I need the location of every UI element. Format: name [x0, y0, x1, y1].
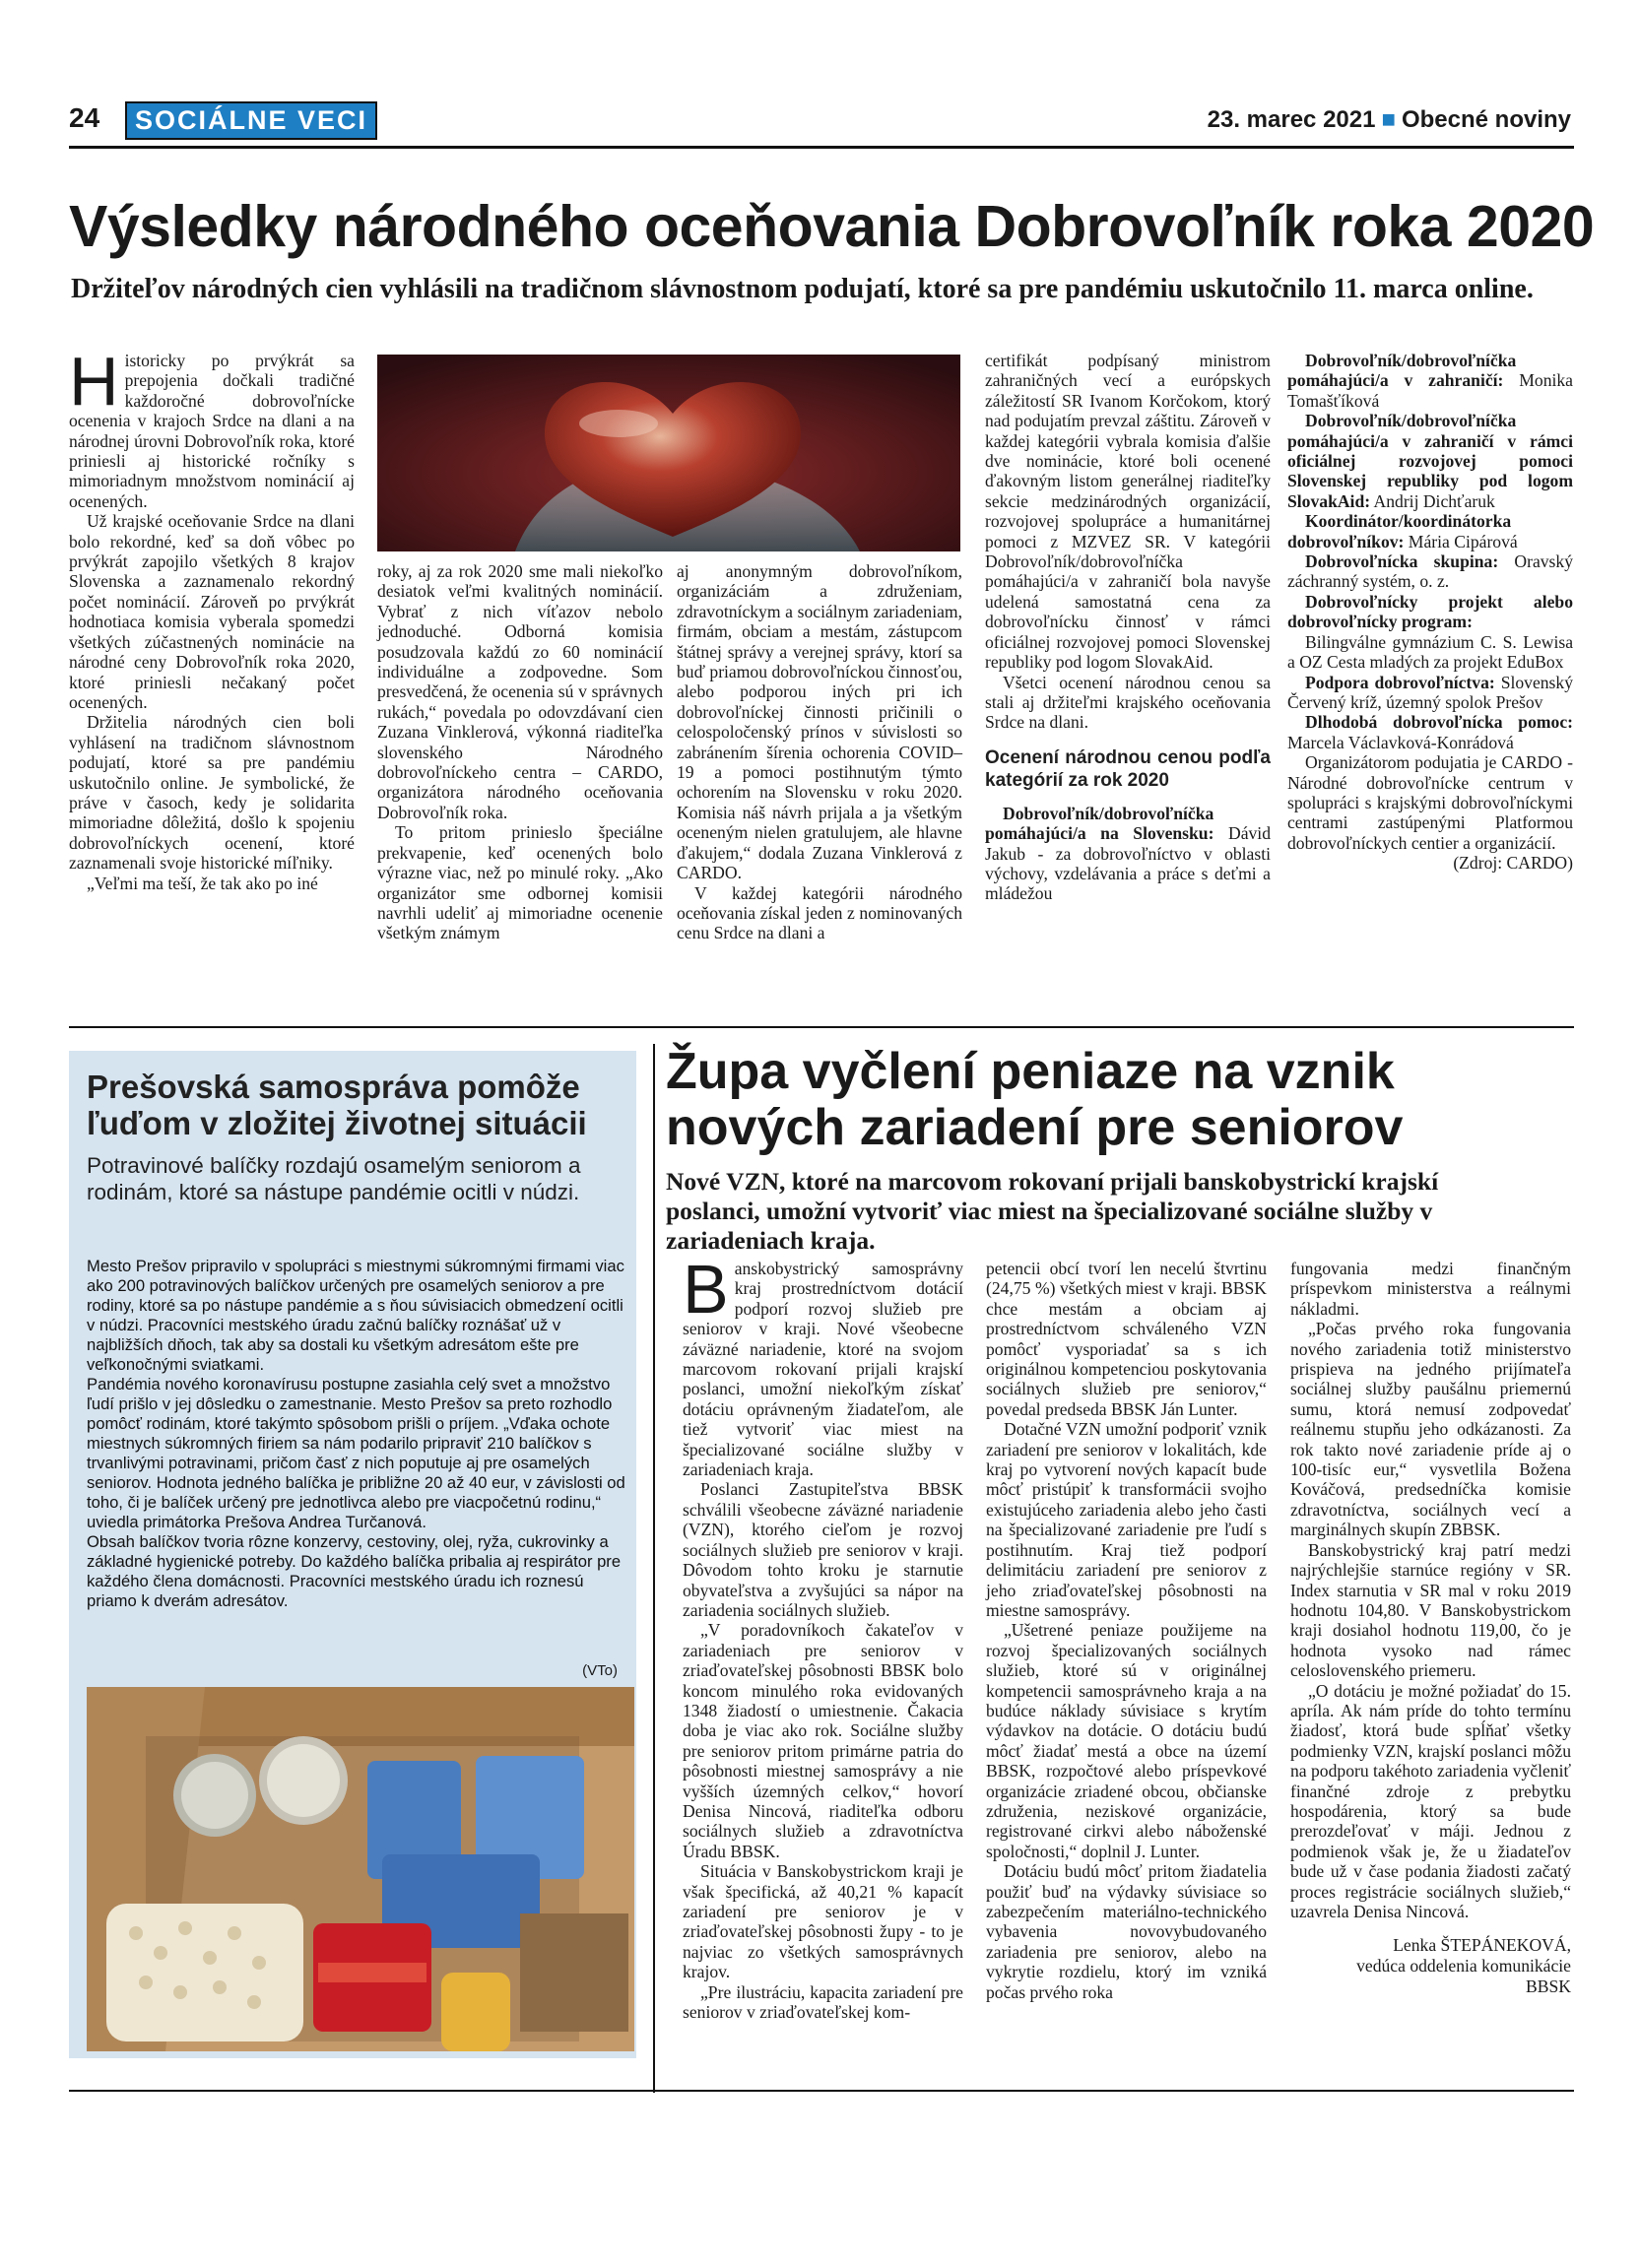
paragraph: Dotáciu budú môcť pritom žiadatelia použiť buď na výdavky súvisiace so zabezpečením materiálno-technického vybavenia novovybudovaného zariadenia pre seniorov, alebo na vykrytie rozdielu, ktorý im vzniká počas prvého roka	[986, 1861, 1267, 2002]
page-number: 24	[69, 102, 100, 133]
award-winner: Slovenský Červený kríž, územný spolok Prešov	[1287, 672, 1574, 712]
article1-col4	[985, 351, 1271, 904]
article2-body	[87, 1257, 628, 1611]
paragraph: „Počas prvého roka fungovania nového zariadenia totiž ministerstvo prispieva na jedného prijímateľa sociálnej služby paušálnu priemernú sumu, ktorá nemusí zodpovedať reálnemu stupňu jeho odkázanosti. Za rok takto nové zariadenie príde aj o 100-tisíc eur,“ vysvetlila Božena Kováčová, predsedníčka komisie zdravotníctva, sociálnych vecí a marginálnych skupín ZBBSK.	[1290, 1319, 1571, 1540]
article3-col3	[1290, 1259, 1571, 1997]
award-winner: Oravský záchranný systém, o. z.	[1287, 551, 1573, 592]
column-divider	[653, 1044, 655, 2093]
publication-name: Obecné noviny	[1401, 106, 1571, 133]
awards-subheading: Ocenení národnou cenou podľa kategórií za rok 2020	[985, 746, 1271, 791]
paragraph: Obsah balíčkov tvoria rôzne konzervy, cestoviny, olej, ryža, cukrovinky a základné hygienické potreby. Do každého balíčka pribalia aj respirátor pre každého člena domácnosti. Pracovníci mestského úradu ich roznesú priamo k dverám adresátov.	[87, 1532, 622, 1610]
paragraph: V každej kategórii národného oceňovania získal jeden z nominovaných cenu Srdce na dlani a	[677, 882, 962, 943]
article1-col5	[1287, 351, 1573, 874]
section-label: SOCIÁLNE VECI	[125, 101, 377, 140]
award-winner: Monika Tomašťíková	[1287, 370, 1573, 411]
award-winner: Bilingválne gymnázium C. S. Lewisa a OZ Cesta mladých za projekt EduBox	[1287, 631, 1573, 673]
paragraph: certifikát podpísaný ministrom zahraničných vecí a európskych záležitostí SR Ivanom Korčokom, ktorý nad podujatím prevzal záštitu. Zároveň v každej kategórii vybrala komisia ďalšie dve nominácie, ktoré boli ocenené ďakovným listom generálnej riaditeľky sekcie medzinárodných organizácií, rozvojovej spolupráce a humanitárnej pomoci z MZVEZ SR. V kategórii Dobrovoľník/dobrovoľníčka pomáhajúci/a v zahraničí bola navyše udelená samostatná cena za dobrovoľnícku činnosť v rámci oficiálnej rozvojovej pomoci Slovenskej republiky pod logom SlovakAid.	[985, 351, 1271, 673]
award-entry	[985, 804, 1271, 904]
award-entry	[1287, 632, 1573, 673]
paragraph: fungovania medzi finančným príspevkom ministerstva a reálnymi nákladmi.	[1290, 1259, 1571, 1319]
paragraph: Držitelia národných cien boli vyhlásení na tradičnom slávnostnom podujatí, ktoré sa pre pandémiu uskutočnilo online. Je symbolické, že práve v časoch, kedy je solidarita mimoriadne dôležitá, došlo k spojeniu dobrovoľníckych ocenení, ktoré zaznamenali svoje historické míľniky.	[69, 712, 355, 874]
paragraph: anskobystrický samosprávny kraj prostredníctvom dotácií podporí rozvoj služieb pre seniorov v kraji. Nové všeobecne záväzné nariadenie, ktoré na svojom marcovom rokovaní prijali krajskí poslanci, umožní niekoľkým získať dotáciu oprávneným žiadateľom, ale tiež vytvoriť viac miest na špecializované sociálne služby v zariadeniach kraja.	[683, 1259, 963, 1480]
paragraph: aj anonymným dobrovoľníkom, organizáciám a združeniam, zdravotníckym a sociálnym zariadeniam, firmám, obciam a mestám, zástupcom štátnej správy a verejnej správy, ktorí sa buď priamou dobrovoľníckou činnosťou, alebo podporou iných pri ich dobrovoľníckej činnosti pričinili o celospoločenský prínos v súvislosti so zabránením šírenia ochorenia COVID–19 a pomoci postihnutým týmto ochorením na Slovensku v roku 2020. Komisia náš návrh prijala a ja všetkým oceneným nielen gratulujem, ale hlavne ďakujem,“ dodala Zuzana Vinklerová z CARDO.	[677, 561, 962, 883]
paragraph: „V poradovníkoch čakateľov v zariadeniach pre seniorov v zriaďovateľskej pôsobnosti BBSK bolo koncom minulého roka evidovaných 1348 žiadostí o umiestnenie. Čakacia doba je viac ako rok. Sociálne služby pre seniorov pritom primárne patria do pôsobnosti miestnej samosprávy a nie vyšších územných celkov,“ hovorí Denisa Nincová, riaditeľka odboru sociálnych služieb a zdravotníctva Úradu BBSK.	[683, 1620, 963, 1861]
article2-headline: Prešovská samospráva pomôže ľuďom v zložitej životnej situácii	[87, 1069, 587, 1141]
award-category: Dobrovoľník/dobrovoľníčka pomáhajúci/a na Slovensku:	[985, 803, 1214, 844]
paragraph: „Veľmi ma teší, že tak ako po iné	[87, 873, 318, 893]
article1-col2	[377, 561, 663, 943]
header-rule	[69, 146, 1574, 149]
article3-lead: Nové VZN, ktoré na marcovom rokovaní prijali banskobystrickí krajskí poslanci, umožní vytvoriť viac miest na špecializované sociálne služby v zariadeniach kraja.	[666, 1167, 1439, 1255]
drop-cap: B	[683, 1251, 729, 1328]
paragraph: roky, aj za rok 2020 sme mali niekoľko desiatok veľmi kvalitných nominácií. Vybrať z nich víťazov nebolo jednoduché. Odborná komisia posudzovala každú zo 60 nominácií individuálne a zodpovedne. Som presvedčená, že ocenenia sú v správnych rukách,“ povedala po odovzdávaní cien Zuzana Vinklerová, výkonná riaditeľka slovenského Národného dobrovoľníckeho centra – CARDO, organizátora národného oceňovania Dobrovoľník roka.	[377, 561, 663, 822]
dateline	[1208, 106, 1571, 134]
award-category: Dobrovoľník/dobrovoľníčka pomáhajúci/a v zahraničí v rámci oficiálnej rozvojovej pomoci Slovenskej republiky pod logom SlovakAid:	[1287, 411, 1573, 511]
award-category: Podpora dobrovoľníctva:	[1305, 672, 1495, 692]
award-entry	[1287, 712, 1573, 752]
article1-lead: Držiteľov národných cien vyhlásili na tradičnom slávnostnom podujatí, ktoré sa pre pandémiu uskutočnilo 11. marca online.	[71, 274, 1534, 304]
author-byline	[1290, 1935, 1571, 1997]
award-entry	[1287, 592, 1573, 632]
article1-col3	[677, 561, 962, 943]
paragraph: Situácia v Banskobystrickom kraji je však špecifická, až 40,21 % kapacít zariadení pre seniorov je v zriaďovateľskej pôsobnosti župy - to je najviac zo všetkých samosprávnych krajov.	[683, 1861, 963, 1982]
footer-rule	[69, 2090, 1574, 2092]
paragraph: Banskobystrický kraj patrí medzi najrýchlejšie starnúce regióny v SR. Index starnutia v SR mal v roku 2019 hodnotu 104,80. V Banskobystrickom kraji dosiahol hodnotu 119,00, čo je hodnota vysoko nad rámec celoslovenského priemeru.	[1290, 1539, 1571, 1681]
author-role: vedúca oddelenia komunikácie	[1356, 1956, 1571, 1976]
award-winner: Andrij Dichťaruk	[1370, 490, 1495, 511]
award-winner: Organizátorom podujatia je CARDO - Národné dobrovoľnícke centrum v spolupráci s krajskými dobrovoľníckymi centrami zastúpenými Platformou dobrovoľníckych centier a organizácií.	[1287, 752, 1573, 853]
award-entry	[1287, 673, 1573, 713]
article1-col1	[69, 343, 355, 893]
award-entry	[1287, 511, 1573, 551]
article3-col1	[683, 1251, 963, 2023]
award-category: Dlhodobá dobrovoľnícka pomoc:	[1305, 712, 1573, 733]
section-divider	[69, 1026, 1574, 1028]
paragraph: To pritom prinieslo špeciálne prekvapenie, keď ocenených bolo výrazne viac, než po minulé roky. „Ako organizátor sme odbornej komisii navrhli udeliť aj mimoriadne ocenenie všetkým známym	[377, 822, 663, 943]
heart-photo	[377, 355, 960, 551]
award-category: Koordinátor/koordinátorka dobrovoľníkov:	[1287, 511, 1512, 551]
award-category: Dobrovoľnícka skupina:	[1305, 551, 1499, 572]
award-category: Dobrovoľnícky projekt alebo dobrovoľnícky program:	[1287, 591, 1573, 632]
article2-lead: Potravinové balíčky rozdajú osamelým seniorom a rodinám, ktoré sa nástupe pandémie ocitli v núdzi.	[87, 1153, 581, 1204]
food-package-photo	[87, 1687, 634, 2051]
award-entry	[1287, 351, 1573, 411]
award-category: Dobrovoľník/dobrovoľníčka pomáhajúci/a v zahraničí:	[1287, 351, 1517, 391]
article1-headline: Výsledky národného oceňovania Dobrovoľník roka 2020	[69, 194, 1595, 259]
award-entry	[1287, 411, 1573, 511]
article3-headline: Župa vyčlení peniaze na vznik nových zariadení pre seniorov	[666, 1043, 1404, 1156]
paragraph: Už krajské oceňovanie Srdce na dlani bolo rekordné, keď sa doň vôbec po prvýkrát zapojilo všetkých 8 krajov Slovenska a zaznamenalo rekordný počet nominácií. Zároveň po prvýkrát hodnotiaca komisia vyberala spomedzi všetkých zúčastnených nominácie na národné ceny Dobrovoľník roka 2020, ktoré priniesli nečakaný počet ocenených.	[69, 511, 355, 712]
paragraph: „O dotáciu je možné požiadať do 15. apríla. Ak nám príde do tohto termínu žiadosť, ktorá bude spĺňať všetky podmienky VZN, krajskí poslanci môžu na podporu takéhoto zariadenia vyčleniť finančné zdroje z prebytku hospodárenia, ktorý sa bude prerozdeľovať v máji. Jednou z podmienok však je, že u žiadateľov bude už v čase podania žiadosti začatý proces registrácie sociálnych služieb,“ uzavrela Denisa Nincová.	[1290, 1680, 1571, 1921]
separator-dot: ■	[1381, 106, 1396, 133]
award-winner: Dávid Jakub - za dobrovoľníctvo v oblasti výchovy, vzdelávania a práce s deťmi a mládežou	[985, 823, 1271, 904]
paragraph: istoricky po prvýkrát sa prepojenia dočkali tradičné každoročné dobrovoľnícke ocenenia v krajoch Srdce na dlani a na národnej úrovni Dobrovoľník roka, ktoré priniesli aj historické ročníky s mimoriadnym množstvom nominácií aj ocenených.	[69, 351, 355, 511]
source-credit: (Zdroj: CARDO)	[1453, 853, 1573, 874]
author-org: BBSK	[1526, 1976, 1571, 1997]
paragraph: „Pre ilustráciu, kapacita zariadení pre seniorov v zriaďovateľskej kom-	[683, 1981, 963, 2023]
article2-signature: (VTo)	[582, 1662, 618, 1679]
issue-date: 23. marec 2021	[1207, 106, 1376, 133]
award-entry	[1287, 752, 1573, 853]
award-entry	[1287, 551, 1573, 592]
paragraph: petencii obcí tvorí len necelú štvrtinu (24,75 %) všetkých miest v kraji. BBSK chce mestám a obciam aj prostredníctvom schváleného VZN pomôcť vysporiadať sa s ich originálnou kompetenciou poskytovania sociálnych služieb pre seniorov,“ povedal predseda BBSK Ján Lunter.	[986, 1259, 1267, 1419]
award-winner: Marcela Václavková-Konrádová	[1287, 732, 1514, 752]
paragraph: Všetci ocenení národnou cenou sa stali aj držiteľmi krajského oceňovania Srdce na dlani.	[985, 672, 1271, 733]
award-winner: Mária Cipárová	[1404, 531, 1518, 551]
author-name: Lenka ŠTEPÁNEKOVÁ,	[1393, 1935, 1571, 1956]
article3-col2	[986, 1259, 1267, 2002]
paragraph: Dotačné VZN umožní podporiť vznik zariadení pre seniorov v lokalitách, kde kraj po vytvorení nových kapacít bude môcť pristúpiť k transformácii svojho existujúceho zariadenia alebo jeho časti na špecializované zariadenie pre ľudí s postihnutím. Kraj tiež podporí delimitáciu zariadení pre seniorov z jeho zriaďovateľskej pôsobnosti na miestne samosprávy.	[986, 1419, 1267, 1620]
paragraph: Mesto Prešov pripravilo v spolupráci s miestnymi súkromnými firmami viac ako 200 potravinových balíčkov určených pre osamelých seniorov a pre rodiny, ktoré sa po nástupe pandémie a s ňou súvisiacich obmedzení ocitli v núdzi. Pracovníci mestského úradu začnú balíčky roznášať už v najbližších dňoch, tak aby sa dostali ku všetkým adresátom ešte pre veľkonočnými sviatkami.	[87, 1257, 624, 1374]
paragraph: „Ušetrené peniaze použijeme na rozvoj špecializovaných sociálnych služieb, ktoré sú v originálnej kompetencii samosprávneho kraja a na budúce náklady súvisiace s krytím výdavkov na dotácie. O dotáciu budú môcť žiadať mestá a obce na území BBSK, rozpočtové alebo príspevkové organizácie zriadené obcou, občianske združenia, neziskové organizácie, registrované cirkvi alebo náboženské spoločnosti,“ doplnil J. Lunter.	[986, 1620, 1267, 1861]
paragraph: Poslanci Zastupiteľstva BBSK schválili všeobecne záväzné nariadenie (VZN), ktorého cieľom je rozvoj sociálnych služieb pre seniorov v kraji. Dôvodom tohto kroku je starnutie obyvateľstva a zvyšujúci sa nápor na zariadenia sociálnych služieb.	[683, 1479, 963, 1620]
drop-cap: H	[69, 343, 119, 420]
paragraph: Pandémia nového koronavírusu postupne zasiahla celý svet a množstvo ľudí prišlo v jej dôsledku o zamestnanie. Mesto Prešov sa preto rozhodlo pomôcť rodinám, ktoré takýmto spôsobom prišli o príjem. „Vďaka ochote miestnych súkromných firiem sa nám podarilo pripraviť 210 balíčkov s trvanlivými potravinami, pričom časť z nich poputuje aj pre osamelých seniorov. Hodnota jedného balíčka je približne 20 až 40 eur, v závislosti od toho, či je balíček určený pre jednotlivca alebo pre viacpočetnú rodinu,“ uviedla primátorka Prešova Andrea Turčanová.	[87, 1375, 625, 1531]
